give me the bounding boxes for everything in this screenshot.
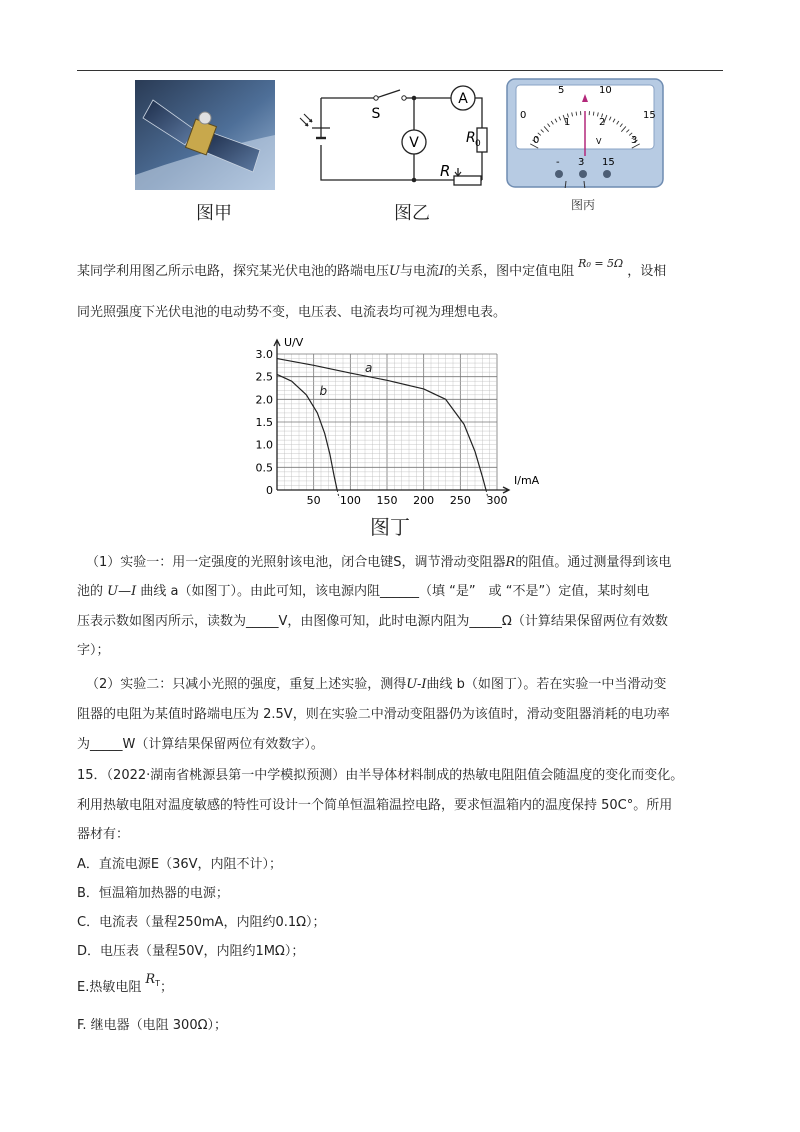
dial-tick	[593, 112, 594, 116]
q1-text-2b: 曲线 a（如图丁）。由此可知，该电源内阻______（填 “是” 或 “不是”）定值，某时刻电	[140, 584, 650, 599]
figure-ding-caption: 图丁	[370, 515, 410, 539]
y-tick-label: 2.5	[255, 370, 273, 384]
q2-line-3: 为_____W（计算结果保留两位有效数字）。	[77, 737, 324, 752]
circuit-diagram	[296, 80, 496, 195]
dial-tick	[576, 112, 577, 116]
series-line-b	[277, 374, 337, 490]
q15-e-symbol: R	[145, 972, 156, 987]
dial-lower-3: 3	[631, 135, 638, 146]
x-tick-label: 150	[376, 494, 398, 507]
q2-line-1	[86, 675, 666, 695]
dial-lower-0: 0	[533, 135, 540, 146]
q15-e-text: E.热敏电阻	[77, 980, 142, 995]
intro-var-u: U	[389, 264, 400, 279]
terminal-15	[603, 170, 611, 178]
satellite-image	[135, 80, 275, 190]
dial-lower-2: 2	[599, 117, 606, 128]
r0-subscript: 0	[475, 139, 481, 149]
q15-option-b: B．恒温箱加热器的电源；	[77, 886, 229, 901]
q2-text-1a: （2）实验二：只减小光照的强度，重复上述实验，测得	[86, 677, 407, 692]
terminal-15-label: 15	[602, 157, 615, 168]
q2-var-ui: U-I	[406, 677, 427, 692]
q15-line-1: 15．（2022·湖南省桃源县第一中学模拟预测）由半导体材料制成的热敏电阻阻值会随温度的变化而变化。	[77, 768, 684, 783]
dial-upper-10: 10	[599, 85, 612, 96]
q15-line-3: 器材有：	[77, 827, 130, 842]
x-tick-label: 250	[449, 494, 471, 507]
y-tick-label: 0	[266, 484, 273, 497]
q15-line-2: 利用热敏电阻对温度敏感的特性可设计一个简单恒温箱温控电路，要求恒温箱内的温度保持 50C°。所用	[77, 798, 673, 813]
intro-text-d: ，设相	[627, 264, 667, 279]
terminal-3	[579, 170, 587, 178]
voltmeter-label: V	[409, 135, 419, 151]
q1-line-1	[86, 553, 671, 573]
terminal-neg-label: -	[556, 157, 560, 168]
x-tick-label: 300	[486, 494, 508, 507]
figure-jia-caption: 图甲	[196, 203, 232, 224]
series-line-a	[277, 359, 486, 490]
intro-text-c: 的关系，图中定值电阻	[444, 264, 575, 279]
q15-option-c: C．电流表（量程250mA，内阻约0.1Ω）；	[77, 915, 326, 930]
r0-formula: R₀ = 5Ω	[578, 257, 624, 270]
figure-yi-caption: 图乙	[394, 203, 430, 224]
q1-var-r: R	[505, 555, 516, 570]
y-tick-label: 0.5	[255, 461, 273, 475]
series-label-a: a	[365, 361, 373, 376]
y-tick-label: 1.0	[255, 438, 273, 452]
chart-xlabel: I/mA	[514, 474, 540, 487]
q1-line-3: 压表示数如图丙所示，读数为_____V，由图像可知，此时电源内阻为_____Ω（计算结果保留两位有效数	[77, 614, 668, 629]
y-tick-label: 2.0	[255, 393, 273, 407]
q15-option-e	[77, 972, 174, 999]
x-tick-label: 50	[306, 494, 321, 507]
x-tick-label: 200	[413, 494, 435, 507]
q1-text-2a: 池的	[77, 584, 104, 599]
intro-line-1	[77, 257, 667, 282]
q1-text-1a: （1）实验一：用一定强度的光照射该电池，闭合电键S，调节滑动变阻器	[86, 555, 506, 570]
q2-text-1b: 曲线 b（如图丁）。若在实验一中当滑动变	[426, 677, 667, 692]
rheostat-label: R	[440, 162, 451, 180]
chart-ylabel: U/V	[284, 336, 304, 349]
intro-var-i: I	[439, 264, 445, 279]
intro-text-a: 某同学利用图乙所示电路，探究某光伏电池的路端电压	[77, 264, 390, 279]
series-label-b: b	[319, 383, 328, 398]
q1-var-ui: U—I	[107, 584, 137, 599]
y-tick-label: 3.0	[255, 348, 273, 361]
q15-option-f: F. 继电器（电阻 300Ω）；	[77, 1018, 228, 1033]
x-tick-label: 100	[339, 494, 361, 507]
q1-line-2	[77, 582, 649, 602]
dial-lower-1: 1	[564, 117, 571, 128]
r0-label: R	[466, 130, 476, 146]
switch-label: S	[371, 106, 381, 122]
terminal-3-label: 3	[578, 157, 585, 168]
dial-upper-0: 0	[520, 110, 527, 121]
intro-text-b: 与电流	[399, 264, 439, 279]
q15-e-end: ；	[160, 980, 174, 995]
terminal-neg	[555, 170, 563, 178]
ui-chart	[252, 332, 552, 512]
dial-upper-5: 5	[558, 85, 565, 96]
q1-text-1b: 的阻值。通过测量得到该电	[515, 555, 672, 570]
dial-unit: V	[596, 137, 602, 146]
y-tick-label: 1.5	[255, 416, 273, 429]
q15-option-d: D．电压表（量程50V，内阻约1MΩ）；	[77, 944, 305, 959]
header-rule	[77, 70, 723, 71]
q1-line-4: 字）；	[77, 643, 110, 658]
series-dash-b	[337, 490, 339, 498]
figure-bing-caption: 图丙	[571, 198, 596, 212]
voltmeter-dial	[506, 78, 664, 188]
dial-upper-15: 15	[643, 110, 656, 121]
q15-option-a: A．直流电源E（36V，内阻不计）；	[77, 857, 283, 872]
ammeter-label: A	[458, 91, 468, 107]
intro-line-2: 同光照强度下光伏电池的电动势不变，电压表、电流表均可视为理想电表。	[77, 305, 507, 320]
q15-e-subscript: T	[155, 979, 161, 988]
q2-line-2: 阻器的电阻为某值时路端电压为 2.5V，则在实验二中滑动变阻器仍为该值时，滑动变阻器消耗的电功率	[77, 707, 670, 722]
